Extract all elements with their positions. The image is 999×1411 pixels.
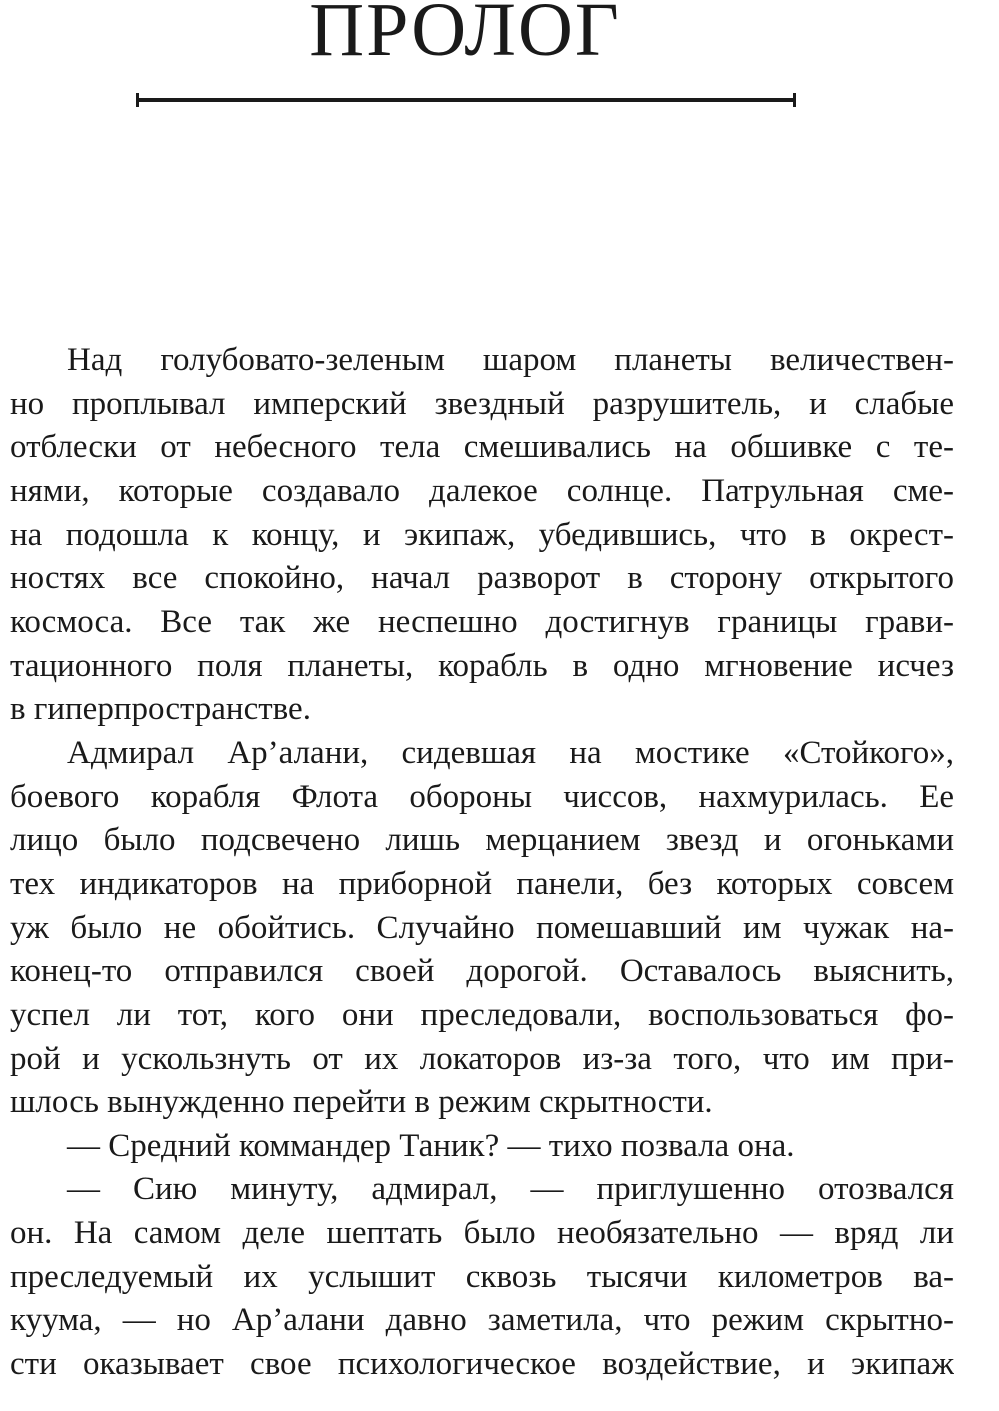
text-line: лицо было подсвечено лишь мерцанием звезд и огоньками (10, 822, 954, 859)
text-line: Адмирал Ар’алани, сидевшая на мостике «Стойкого», (67, 734, 954, 771)
text-line: конец-то отправился своей дорогой. Оставалось выяснить, (10, 953, 954, 990)
text-line: сти оказывает свое психологическое воздействие, и экипаж (10, 1346, 954, 1383)
text-line: космоса. Все так же неспешно достигнув границы грави- (10, 603, 954, 640)
text-line: — Средний коммандер Таник? — тихо позвала она. (67, 1127, 795, 1164)
text-line: на подошла к концу, и экипаж, убедившись, что в окрест- (10, 516, 954, 553)
text-line: но проплывал имперский звездный разрушитель, и слабые (10, 385, 954, 422)
text-line: тационного поля планеты, корабль в одно мгновение исчез (10, 647, 954, 684)
title-divider (136, 98, 796, 102)
text-line: боевого корабля Флота обороны чиссов, нахмурилась. Ее (10, 778, 954, 815)
chapter-title: ПРОЛОГ (309, 0, 621, 72)
text-line: отблески от небесного тела смешивались на обшивке с те- (10, 429, 954, 466)
text-line: шлось вынужденно перейти в режим скрытности. (10, 1084, 713, 1121)
text-line: — Сию минуту, адмирал, — приглушенно отозвался (67, 1171, 954, 1208)
text-line: преследуемый их услышит сквозь тысячи километров ва- (10, 1258, 954, 1295)
text-line: куума, — но Ар’алани давно заметила, что режим скрытно- (10, 1302, 954, 1339)
text-line: уж было не обойтись. Случайно помешавший им чужак на- (10, 909, 954, 946)
text-line: ностях все спокойно, начал разворот в сторону открытого (10, 560, 954, 597)
text-line: нями, которые создавало далекое солнце. Патрульная сме- (10, 472, 954, 509)
text-line: он. На самом деле шептать было необязательно — вряд ли (10, 1215, 954, 1252)
text-line: тех индикаторов на приборной панели, без которых совсем (10, 865, 954, 902)
text-line: рой и ускользнуть от их локаторов из-за того, что им при- (10, 1040, 954, 1077)
text-line: успел ли тот, кого они преследовали, воспользоваться фо- (10, 996, 954, 1033)
body-text (10, 339, 954, 1387)
text-line: Над голубовато-зеленым шаром планеты величествен- (67, 342, 954, 378)
text-line: в гиперпространстве. (10, 691, 311, 728)
